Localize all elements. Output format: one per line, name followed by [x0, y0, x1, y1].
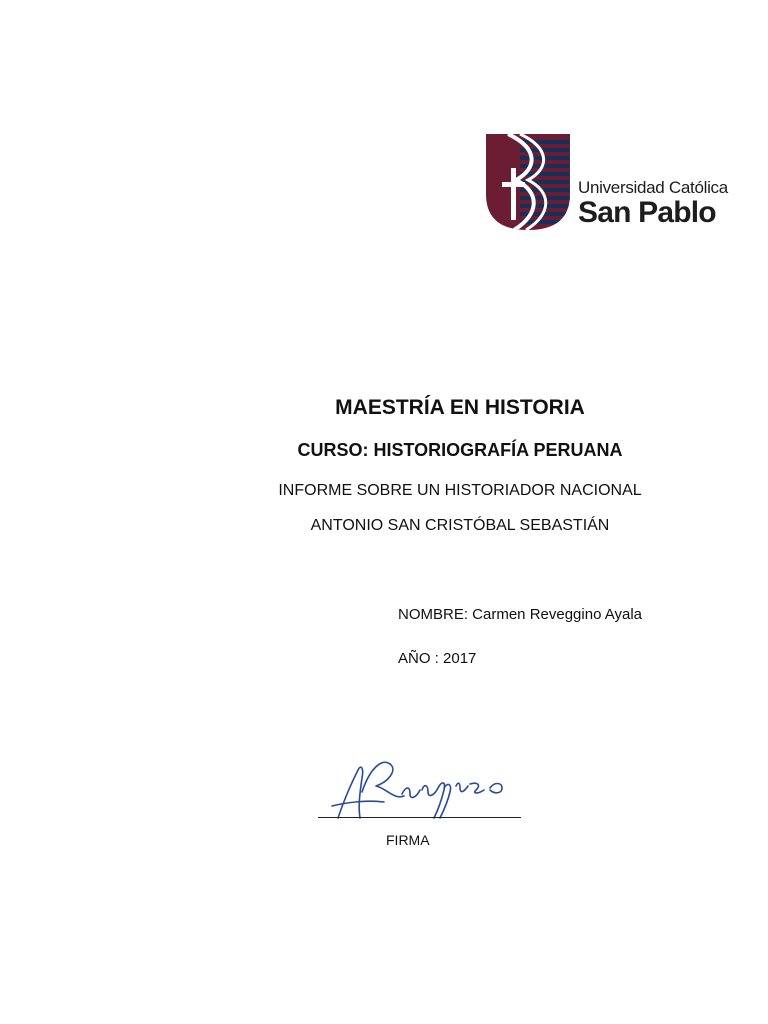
signature-label: FIRMA — [386, 832, 430, 848]
page-title: MAESTRÍA EN HISTORIA — [335, 396, 585, 419]
course-title: CURSO: HISTORIOGRAFÍA PERUANA — [297, 440, 623, 460]
author-name: NOMBRE: Carmen Reveggino Ayala — [398, 606, 642, 623]
handwritten-signature — [318, 748, 522, 828]
university-logo — [486, 134, 726, 230]
signature-line — [318, 817, 521, 818]
report-subject: ANTONIO SAN CRISTÓBAL SEBASTIÁN — [310, 517, 610, 534]
university-shield-icon — [486, 134, 570, 230]
report-title: INFORME SOBRE UN HISTORIADOR NACIONAL — [278, 482, 642, 499]
logo-line-san-pablo: San Pablo — [578, 196, 716, 229]
logo-wordmark — [578, 178, 728, 228]
report-year: AÑO : 2017 — [398, 650, 477, 667]
logo-line-university: Universidad Católica — [578, 178, 728, 197]
